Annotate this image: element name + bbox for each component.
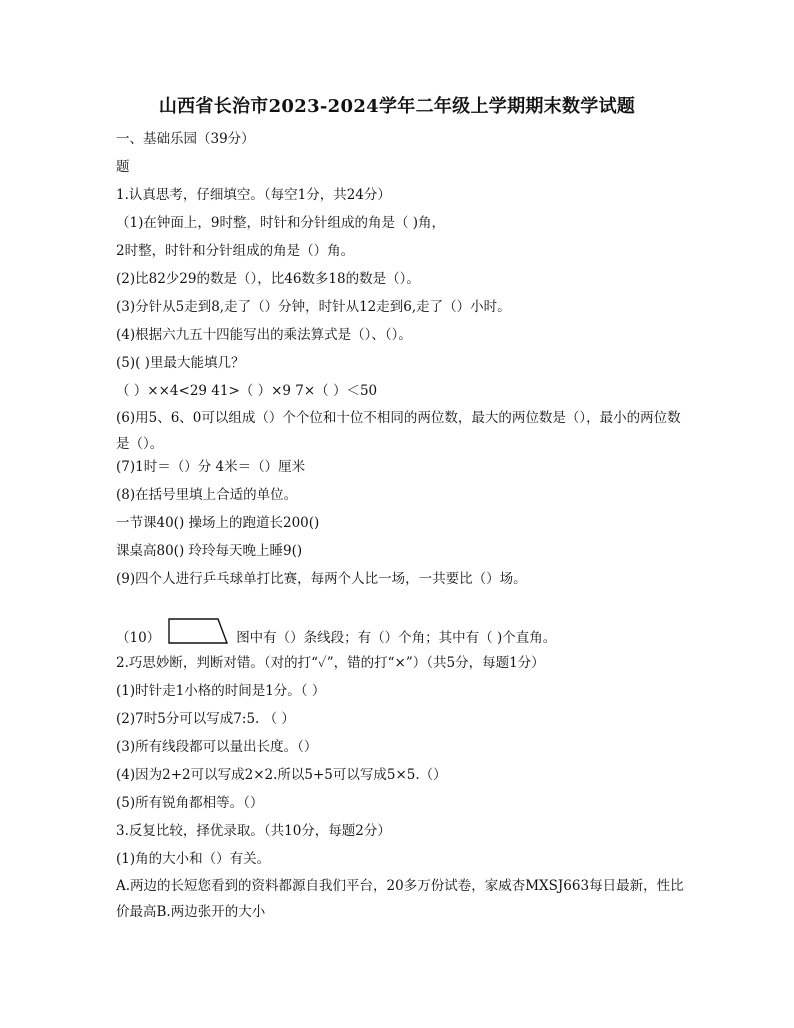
question-heading: 2.巧思妙断，判断对错。（对的打“✓”，错的打“×”）（共5分，每题1分） <box>116 655 545 671</box>
question-item: (7)1时＝（）分 4米＝（）厘米 <box>116 459 306 475</box>
question-item: 2时整，时针和分针组成的角是（）角。 <box>116 243 355 259</box>
question-item: (2)7时5分可以写成7:5. （ ） <box>116 711 295 727</box>
text-line: 题 <box>116 159 130 175</box>
answer-option: A.两边的长短您看到的资料都源自我们平台，20多万份试卷，家威杏MXSJ663每日最新，性比价最高B.两边张开的大小 <box>116 878 684 920</box>
question-item: (3)所有线段都可以量出长度。（） <box>116 739 318 755</box>
section-heading: 一、基础乐园（39分） <box>116 131 255 147</box>
question-item: (1)角的大小和（）有关。 <box>116 851 271 867</box>
page-title: 山西省长治市2023-2024学年二年级上学期期末数学试题 <box>158 96 636 117</box>
question-item: (8)在括号里填上合适的单位。 <box>116 487 298 503</box>
question-number: （10） <box>116 630 161 646</box>
question-heading: 1.认真思考，仔细填空。（每空1分，共24分） <box>116 187 391 203</box>
trapezoid-figure <box>166 616 230 646</box>
question-10 <box>116 608 556 646</box>
question-item: (1)时针走1小格的时间是1分。（ ） <box>116 683 326 699</box>
question-item: (6)用5、6、0可以组成（）个个位和十位不相同的两位数，最大的两位数是（），最小的两位数是（）。 <box>116 410 681 452</box>
question-item: (9)四个人进行乒乓球单打比赛，每两个人比一场，一共要比（）场。 <box>116 571 527 587</box>
question-item: (4)因为2+2可以写成2×2.所以5+5可以写成5×5.（） <box>116 767 447 783</box>
question-item: （ ）××4<29 41>（ ）×9 7×（ ）＜50 <box>116 383 378 399</box>
question-item: (2)比82少29的数是（），比46数多18的数是（）。 <box>116 271 420 287</box>
question-item: 图中有（）条线段；有（）个角；其中有（ )个直角。 <box>236 630 557 646</box>
question-item: （1)在钟面上，9时整，时针和分针组成的角是（ )角， <box>116 215 446 231</box>
question-item: (3)分针从5走到8,走了（）分钟，时针从12走到6,走了（）小时。 <box>116 299 511 315</box>
question-item: (5)所有锐角都相等。（） <box>116 795 264 811</box>
question-item: (5)( )里最大能填几？ <box>116 355 245 371</box>
question-heading: 3.反复比较，择优录取。（共10分，每题2分） <box>116 823 391 839</box>
question-item: 课桌高80() 玲玲每天晚上睡9() <box>116 543 303 559</box>
question-item: 一节课40() 操场上的跑道长200() <box>116 515 320 531</box>
question-item: (4)根据六九五十四能写出的乘法算式是（）、（）。 <box>116 327 412 343</box>
